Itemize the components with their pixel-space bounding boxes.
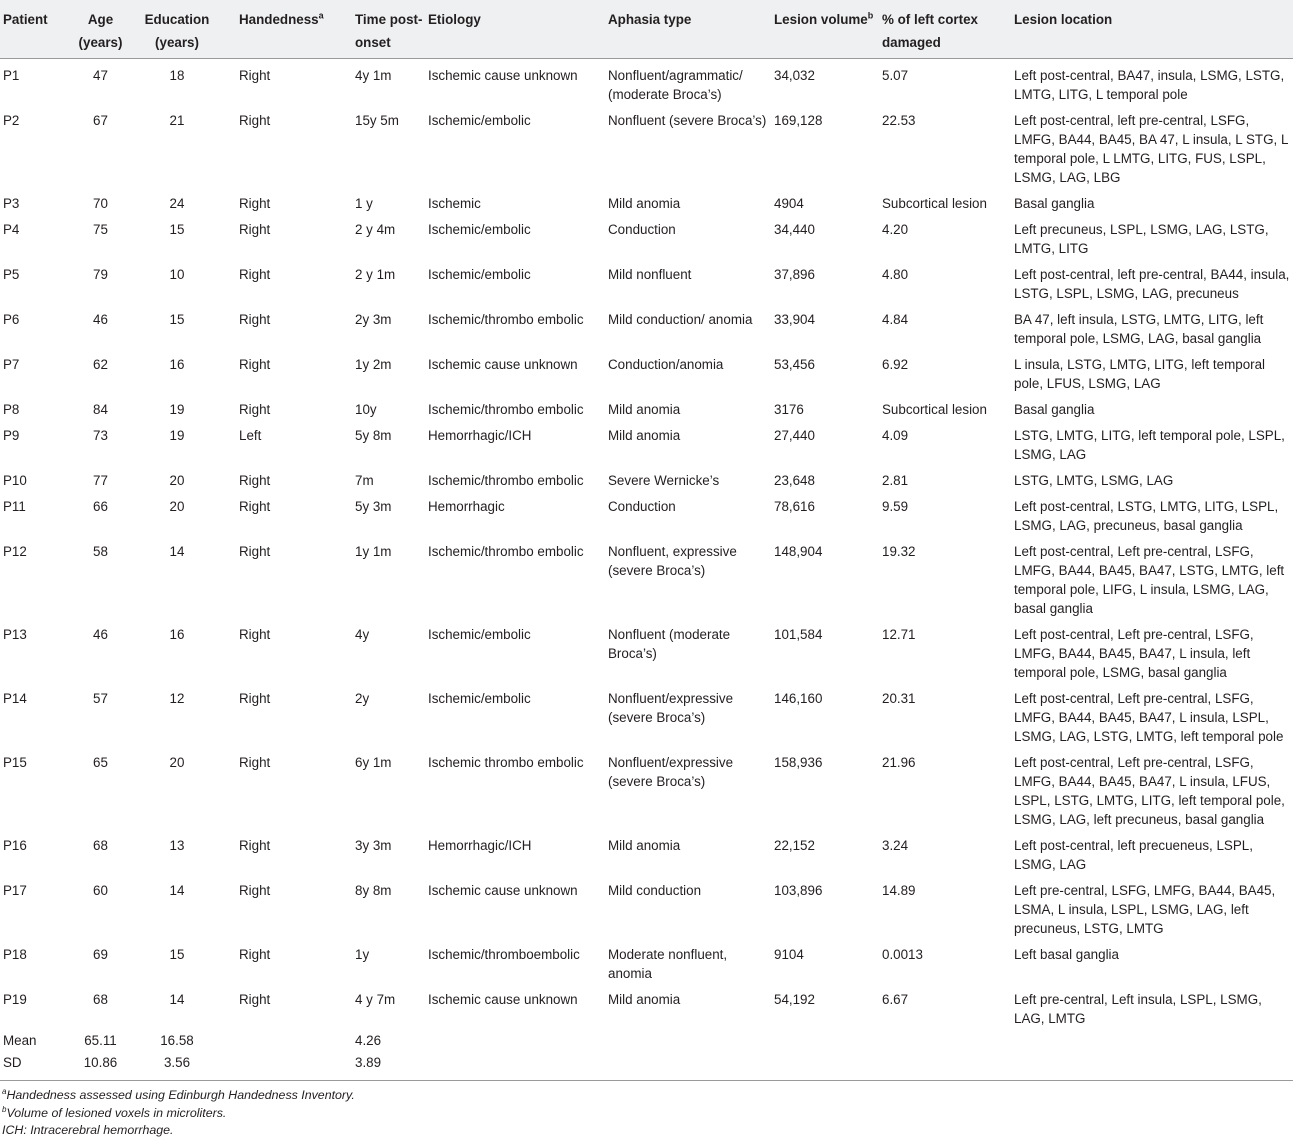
cell-time-post-onset: 4y <box>355 626 370 642</box>
cell-patient: P8 <box>3 401 20 417</box>
header-lesion-volume <box>772 0 878 58</box>
summary-empty <box>221 1050 331 1081</box>
cell-aphasia-type: Mild anomia <box>608 401 681 417</box>
cell-pct-left-cortex: 4.84 <box>882 311 909 327</box>
summary-time: 3.89 <box>355 1054 382 1070</box>
cell-pct-left-cortex: 6.67 <box>882 991 909 1007</box>
cell-age: 68 <box>93 991 108 1007</box>
cell-lesion-location: Left pre-central, Left insula, LSPL, LSMG, LAG, LMTG <box>1014 991 1262 1026</box>
table-row <box>0 490 1293 535</box>
cell-pct-left-cortex: 12.71 <box>882 626 916 642</box>
cell-education: 14 <box>169 991 185 1007</box>
cell-lesion-volume: 23,648 <box>774 472 815 488</box>
cell-lesion-location: LSTG, LMTG, LSMG, LAG <box>1014 472 1174 488</box>
table-row <box>0 618 1293 682</box>
summary-row <box>0 1028 1293 1050</box>
cell-aphasia-type: Conduction <box>608 221 676 237</box>
cell-time-post-onset: 2y 3m <box>355 311 392 327</box>
summary-age: 65.11 <box>84 1032 117 1048</box>
cell-education: 10 <box>169 266 185 282</box>
table-footnotes <box>2 1087 355 1140</box>
cell-age: 69 <box>93 946 108 962</box>
table-row <box>0 419 1293 464</box>
cell-etiology: Ischemic/thrombo embolic <box>428 472 584 488</box>
cell-pct-left-cortex: 4.20 <box>882 221 909 237</box>
cell-etiology: Ischemic cause unknown <box>428 67 578 83</box>
summary-label: Mean <box>3 1032 37 1048</box>
cell-lesion-volume: 54,192 <box>774 991 815 1007</box>
header-row <box>0 0 1293 58</box>
summary-label: SD <box>3 1054 22 1070</box>
cell-time-post-onset: 6y 1m <box>355 754 392 770</box>
cell-education: 19 <box>169 401 185 417</box>
cell-lesion-volume: 3176 <box>774 401 804 417</box>
cell-lesion-location: Left basal ganglia <box>1014 946 1119 962</box>
cell-age: 47 <box>93 67 108 83</box>
cell-etiology: Ischemic cause unknown <box>428 882 578 898</box>
cell-lesion-location: Left precuneus, LSPL, LSMG, LAG, LSTG, LMTG, LITG <box>1014 221 1269 256</box>
cell-time-post-onset: 5y 3m <box>355 498 392 514</box>
cell-handedness: Right <box>239 498 271 514</box>
cell-pct-left-cortex: Subcortical lesion <box>882 401 987 417</box>
cell-handedness: Right <box>239 401 271 417</box>
cell-aphasia-type: Nonfluent (severe Broca’s) <box>608 112 767 128</box>
cell-time-post-onset: 8y 8m <box>355 882 392 898</box>
cell-patient: P9 <box>3 427 20 443</box>
cell-pct-left-cortex: 22.53 <box>882 112 916 128</box>
header-patient: Patient <box>0 0 68 58</box>
cell-lesion-location: Left post-central, left pre-central, LSFG, LMFG, BA44, BA45, BA 47, L insula, L STG, L temporal pole, L LMTG, LITG, FUS, LSPL, LSMG, LAG, LBG <box>1014 112 1288 185</box>
cell-aphasia-type: Mild anomia <box>608 991 681 1007</box>
cell-lesion-location: L insula, LSTG, LMTG, LITG, left temporal pole, LFUS, LSMG, LAG <box>1014 356 1266 391</box>
cell-pct-left-cortex: 21.96 <box>882 754 916 770</box>
header-time-post-onset: Time post-onset <box>331 0 424 58</box>
cell-aphasia-type: Mild conduction/ anomia <box>608 311 753 327</box>
cell-handedness: Right <box>239 991 271 1007</box>
summary-empty <box>772 1050 878 1081</box>
cell-lesion-volume: 146,160 <box>774 690 823 706</box>
table-row <box>0 393 1293 419</box>
cell-patient: P19 <box>3 991 27 1007</box>
summary-empty <box>221 1028 331 1050</box>
cell-etiology: Ischemic/embolic <box>428 221 531 237</box>
table-row <box>0 213 1293 258</box>
cell-etiology: Ischemic <box>428 195 481 211</box>
cell-pct-left-cortex: 19.32 <box>882 543 916 559</box>
cell-aphasia-type: Nonfluent/agrammatic/ (moderate Broca’s) <box>608 67 743 102</box>
cell-time-post-onset: 4 y 7m <box>355 991 396 1007</box>
cell-etiology: Ischemic/embolic <box>428 266 531 282</box>
cell-age: 73 <box>93 427 108 443</box>
header-education: Education (years) <box>133 0 221 58</box>
cell-time-post-onset: 5y 8m <box>355 427 392 443</box>
cell-age: 79 <box>93 266 108 282</box>
cell-pct-left-cortex: 20.31 <box>882 690 916 706</box>
cell-pct-left-cortex: 4.80 <box>882 266 909 282</box>
cell-time-post-onset: 2 y 4m <box>355 221 396 237</box>
summary-empty <box>878 1028 1010 1050</box>
footnote <box>2 1122 355 1140</box>
cell-handedness: Right <box>239 626 271 642</box>
cell-time-post-onset: 10y <box>355 401 377 417</box>
footnote-text: Handedness assessed using Edinburgh Handedness Inventory. <box>6 1088 355 1102</box>
table-row <box>0 829 1293 874</box>
cell-lesion-volume: 9104 <box>774 946 804 962</box>
cell-education: 13 <box>169 837 185 853</box>
table-row <box>0 258 1293 303</box>
cell-pct-left-cortex: 5.07 <box>882 67 909 83</box>
summary-empty <box>878 1050 1010 1081</box>
cell-time-post-onset: 15y 5m <box>355 112 399 128</box>
cell-patient: P4 <box>3 221 20 237</box>
cell-lesion-volume: 4904 <box>774 195 804 211</box>
cell-patient: P17 <box>3 882 27 898</box>
footnote-text: Volume of lesioned voxels in microliters. <box>6 1105 227 1120</box>
cell-education: 15 <box>169 311 185 327</box>
cell-patient: P13 <box>3 626 27 642</box>
cell-handedness: Right <box>239 543 271 559</box>
summary-empty <box>424 1028 604 1050</box>
cell-lesion-volume: 34,440 <box>774 221 815 237</box>
table-row <box>0 938 1293 983</box>
cell-aphasia-type: Severe Wernicke’s <box>608 472 720 488</box>
cell-education: 15 <box>169 946 185 962</box>
footnote <box>2 1105 355 1123</box>
cell-education: 19 <box>169 427 185 443</box>
cell-handedness: Right <box>239 311 271 327</box>
cell-patient: P6 <box>3 311 20 327</box>
cell-aphasia-type: Conduction <box>608 498 676 514</box>
cell-age: 65 <box>93 754 108 770</box>
cell-patient: P7 <box>3 356 20 372</box>
cell-lesion-location: BA 47, left insula, LSTG, LMTG, LITG, left temporal pole, LSMG, LAG, basal ganglia <box>1014 311 1264 346</box>
cell-education: 14 <box>169 882 185 898</box>
header-lesion-volume-label: Lesion volume <box>774 12 868 27</box>
cell-education: 12 <box>169 690 185 706</box>
table-row <box>0 874 1293 938</box>
cell-etiology: Ischemic/thrombo embolic <box>428 311 584 327</box>
summary-empty <box>772 1028 878 1050</box>
summary-education: 16.58 <box>160 1032 194 1048</box>
cell-age: 70 <box>93 195 108 211</box>
cell-patient: P18 <box>3 946 27 962</box>
cell-etiology: Ischemic/embolic <box>428 626 531 642</box>
footnote <box>2 1087 355 1105</box>
cell-patient: P12 <box>3 543 27 559</box>
summary-empty <box>424 1050 604 1081</box>
table-row <box>0 348 1293 393</box>
table-row <box>0 983 1293 1028</box>
table-row <box>0 187 1293 213</box>
cell-etiology: Ischemic cause unknown <box>428 356 578 372</box>
cell-age: 46 <box>93 311 108 327</box>
cell-etiology: Ischemic/thrombo embolic <box>428 401 584 417</box>
cell-lesion-location: Left post-central, left pre-central, BA44, insula, LSTG, LSPL, LSMG, LAG, precuneus <box>1014 266 1290 301</box>
footnote-marker-b: b <box>867 10 874 21</box>
table-row <box>0 746 1293 829</box>
table-row <box>0 535 1293 618</box>
cell-age: 66 <box>93 498 108 514</box>
cell-lesion-location: Left post-central, Left pre-central, LSFG, LMFG, BA44, BA45, BA47, L insula, left temporal pole, LSMG, basal ganglia <box>1014 626 1254 680</box>
cell-lesion-volume: 78,616 <box>774 498 815 514</box>
cell-lesion-volume: 33,904 <box>774 311 815 327</box>
cell-lesion-volume: 37,896 <box>774 266 815 282</box>
cell-age: 77 <box>93 472 108 488</box>
cell-handedness: Right <box>239 195 271 211</box>
cell-patient: P16 <box>3 837 27 853</box>
footnote-marker: a <box>2 1086 7 1096</box>
cell-time-post-onset: 3y 3m <box>355 837 392 853</box>
cell-time-post-onset: 1y <box>355 946 370 962</box>
summary-education: 3.56 <box>163 1054 191 1070</box>
table-row <box>0 58 1293 104</box>
cell-pct-left-cortex: 0.0013 <box>882 946 923 962</box>
header-pct-left-cortex: % of left cortex damaged <box>878 0 1010 58</box>
cell-age: 60 <box>93 882 108 898</box>
cell-education: 20 <box>169 498 185 514</box>
summary-empty <box>1010 1050 1293 1081</box>
summary-age: 10.86 <box>83 1054 118 1070</box>
header-aphasia-type: Aphasia type <box>604 0 772 58</box>
cell-handedness: Right <box>239 221 271 237</box>
cell-education: 15 <box>169 221 185 237</box>
cell-age: 58 <box>93 543 108 559</box>
footnote-marker-a: a <box>318 10 324 21</box>
cell-lesion-location: Left post-central, LSTG, LMTG, LITG, LSPL, LSMG, LAG, precuneus, basal ganglia <box>1014 498 1279 533</box>
header-handedness <box>221 0 331 58</box>
cell-pct-left-cortex: 2.81 <box>882 472 909 488</box>
cell-time-post-onset: 2 y 1m <box>355 266 396 282</box>
cell-aphasia-type: Mild anomia <box>608 427 681 443</box>
cell-handedness: Right <box>239 67 271 83</box>
cell-aphasia-type: Moderate nonfluent, anomia <box>608 946 728 981</box>
cell-time-post-onset: 7m <box>355 472 374 488</box>
cell-lesion-volume: 148,904 <box>774 543 823 559</box>
cell-age: 84 <box>93 401 108 417</box>
cell-education: 21 <box>169 112 185 128</box>
cell-patient: P2 <box>3 112 20 128</box>
footnote-text: ICH: Intracerebral hemorrhage. <box>2 1123 174 1137</box>
cell-pct-left-cortex: 3.24 <box>882 837 909 853</box>
cell-handedness: Right <box>239 472 271 488</box>
cell-etiology: Ischemic/embolic <box>428 112 531 128</box>
header-etiology: Etiology <box>424 0 604 58</box>
cell-etiology: Hemorrhagic/ICH <box>428 427 532 443</box>
cell-aphasia-type: Nonfluent/expressive (severe Broca’s) <box>608 754 734 789</box>
summary-empty <box>604 1028 772 1050</box>
cell-patient: P3 <box>3 195 20 211</box>
cell-lesion-location: Left post-central, BA47, insula, LSMG, LSTG, LMTG, LITG, L temporal pole <box>1014 67 1285 102</box>
cell-time-post-onset: 1y 2m <box>355 356 392 372</box>
table-body <box>0 58 1293 1080</box>
cell-aphasia-type: Mild nonfluent <box>608 266 692 282</box>
cell-age: 62 <box>93 356 108 372</box>
cell-handedness: Left <box>239 427 262 443</box>
cell-lesion-location: Left post-central, Left pre-central, LSFG, LMFG, BA44, BA45, BA47, LSTG, LMTG, left temporal pole, LIFG, L insula, LSMG, LAG, basal ganglia <box>1014 543 1285 616</box>
cell-age: 57 <box>93 690 108 706</box>
cell-education: 14 <box>169 543 185 559</box>
cell-age: 68 <box>93 837 108 853</box>
cell-lesion-volume: 101,584 <box>774 626 823 642</box>
table-row <box>0 682 1293 746</box>
header-lesion-location: Lesion location <box>1010 0 1293 58</box>
cell-aphasia-type: Mild anomia <box>608 837 681 853</box>
cell-handedness: Right <box>239 837 271 853</box>
cell-time-post-onset: 4y 1m <box>355 67 392 83</box>
cell-lesion-location: Left post-central, Left pre-central, LSFG, LMFG, BA44, BA45, BA47, L insula, LSPL, LSMG, LAG, LSTG, LMTG, left temporal pole <box>1014 690 1284 744</box>
cell-etiology: Ischemic/thromboembolic <box>428 946 580 962</box>
footnote-marker: b <box>2 1104 7 1114</box>
cell-aphasia-type: Nonfluent/expressive (severe Broca’s) <box>608 690 734 725</box>
header-handedness-label: Handedness <box>239 12 319 27</box>
cell-handedness: Right <box>239 356 271 372</box>
summary-row <box>0 1050 1293 1081</box>
summary-time: 4.26 <box>355 1032 382 1048</box>
header-age: Age (years) <box>68 0 133 58</box>
cell-lesion-volume: 27,440 <box>774 427 815 443</box>
cell-education: 24 <box>169 195 185 211</box>
cell-patient: P5 <box>3 266 20 282</box>
cell-lesion-location: Left post-central, left precueneus, LSPL, LSMG, LAG <box>1014 837 1253 872</box>
cell-etiology: Ischemic thrombo embolic <box>428 754 584 770</box>
cell-time-post-onset: 1y 1m <box>355 543 392 559</box>
cell-handedness: Right <box>239 690 271 706</box>
cell-lesion-volume: 158,936 <box>774 754 823 770</box>
cell-handedness: Right <box>239 112 271 128</box>
cell-lesion-volume: 53,456 <box>774 356 815 372</box>
cell-lesion-location: Left pre-central, LSFG, LMFG, BA44, BA45, LSMA, L insula, LSPL, LSMG, LAG, left precuneus, LSTG, LMTG <box>1014 882 1276 936</box>
cell-education: 16 <box>169 356 185 372</box>
cell-time-post-onset: 1 y <box>355 195 373 211</box>
cell-lesion-volume: 22,152 <box>774 837 815 853</box>
cell-pct-left-cortex: Subcortical lesion <box>882 195 987 211</box>
cell-aphasia-type: Nonfluent (moderate Broca’s) <box>608 626 731 661</box>
table-row <box>0 104 1293 187</box>
cell-etiology: Hemorrhagic/ICH <box>428 837 532 853</box>
cell-education: 20 <box>169 472 185 488</box>
cell-patient: P11 <box>3 498 26 514</box>
cell-patient: P10 <box>3 472 27 488</box>
cell-lesion-location: Left post-central, Left pre-central, LSFG, LMFG, BA44, BA45, BA47, L insula, LFUS, LSPL, LSTG, LMTG, LITG, left temporal pole, LSMG, LAG, left precuneus, basal ganglia <box>1014 754 1285 827</box>
cell-aphasia-type: Mild conduction <box>608 882 702 898</box>
cell-pct-left-cortex: 4.09 <box>882 427 909 443</box>
cell-lesion-location: Basal ganglia <box>1014 195 1095 211</box>
cell-aphasia-type: Mild anomia <box>608 195 681 211</box>
cell-handedness: Right <box>239 882 271 898</box>
cell-handedness: Right <box>239 754 271 770</box>
cell-age: 46 <box>93 626 108 642</box>
summary-empty <box>1010 1028 1293 1050</box>
cell-pct-left-cortex: 14.89 <box>882 882 916 898</box>
cell-time-post-onset: 2y <box>355 690 370 706</box>
cell-aphasia-type: Nonfluent, expressive (severe Broca’s) <box>608 543 737 578</box>
cell-aphasia-type: Conduction/anomia <box>608 356 724 372</box>
cell-lesion-volume: 103,896 <box>774 882 823 898</box>
cell-patient: P1 <box>3 67 20 83</box>
table-row <box>0 464 1293 490</box>
table-row <box>0 303 1293 348</box>
cell-education: 16 <box>169 626 185 642</box>
cell-lesion-volume: 169,128 <box>774 112 823 128</box>
cell-age: 75 <box>93 221 108 237</box>
cell-lesion-volume: 34,032 <box>774 67 815 83</box>
cell-handedness: Right <box>239 946 271 962</box>
cell-pct-left-cortex: 6.92 <box>882 356 909 372</box>
cell-education: 18 <box>169 67 185 83</box>
summary-empty <box>604 1050 772 1081</box>
cell-education: 20 <box>169 754 185 770</box>
cell-age: 67 <box>93 112 108 128</box>
cell-etiology: Hemorrhagic <box>428 498 505 514</box>
cell-handedness: Right <box>239 266 271 282</box>
cell-etiology: Ischemic/embolic <box>428 690 531 706</box>
cell-patient: P14 <box>3 690 27 706</box>
cell-pct-left-cortex: 9.59 <box>882 498 909 514</box>
cell-lesion-location: LSTG, LMTG, LITG, left temporal pole, LSPL, LSMG, LAG <box>1014 427 1285 462</box>
cell-patient: P15 <box>3 754 27 770</box>
cell-lesion-location: Basal ganglia <box>1014 401 1095 417</box>
cell-etiology: Ischemic/thrombo embolic <box>428 543 584 559</box>
cell-etiology: Ischemic cause unknown <box>428 991 578 1007</box>
